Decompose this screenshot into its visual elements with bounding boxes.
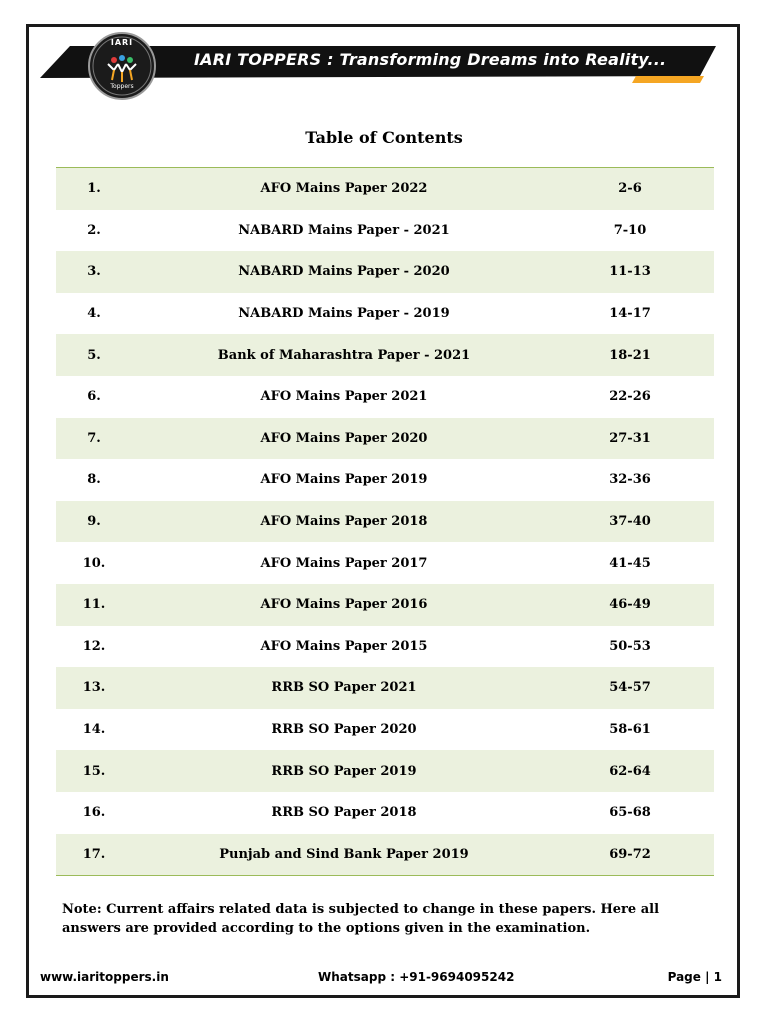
toc-pages: 62-64 [609, 763, 651, 779]
toc-pages: 58-61 [609, 722, 651, 738]
table-row[interactable] [56, 626, 714, 668]
toc-pages: 37-40 [609, 514, 651, 530]
toc-pages: 7-10 [613, 222, 647, 238]
toc-title: AFO Mains Paper 2016 [260, 597, 428, 613]
table-row[interactable] [56, 418, 714, 460]
table-row[interactable] [56, 334, 714, 376]
table-of-contents [56, 167, 714, 876]
table-row[interactable] [56, 293, 714, 335]
toc-number: 7. [87, 430, 101, 446]
header-tagline: IARI TOPPERS : Transforming Dreams into Reality... [194, 50, 667, 69]
toc-title: AFO Mains Paper 2020 [260, 430, 428, 446]
table-row[interactable] [56, 501, 714, 543]
table-row[interactable] [56, 584, 714, 626]
table-row[interactable] [56, 251, 714, 293]
toc-number: 9. [87, 514, 101, 530]
iari-toppers-logo [88, 32, 156, 100]
toc-number: 11. [82, 597, 106, 613]
toc-number: 4. [87, 306, 101, 322]
table-row[interactable] [56, 542, 714, 584]
toc-number: 8. [87, 472, 101, 488]
page-footer [40, 970, 722, 990]
toc-number: 5. [87, 347, 101, 363]
toc-title: AFO Mains Paper 2022 [260, 181, 428, 197]
toc-pages: 18-21 [609, 347, 651, 363]
toc-title: AFO Mains Paper 2017 [260, 555, 428, 571]
footer-website[interactable]: www.iaritoppers.in [40, 970, 169, 984]
toc-title: RRB SO Paper 2019 [271, 763, 417, 779]
toc-pages: 46-49 [609, 597, 651, 613]
toc-number: 1. [87, 181, 101, 197]
table-row[interactable] [56, 750, 714, 792]
table-row[interactable] [56, 168, 714, 210]
table-row[interactable] [56, 376, 714, 418]
toc-number: 2. [87, 222, 101, 238]
toc-title: Bank of Maharashtra Paper - 2021 [217, 347, 471, 363]
toc-pages: 14-17 [609, 306, 651, 322]
toc-pages: 50-53 [609, 638, 651, 654]
toc-number: 17. [82, 846, 106, 862]
toc-pages: 11-13 [609, 264, 651, 280]
toc-title: Punjab and Sind Bank Paper 2019 [219, 846, 469, 862]
toc-title: RRB SO Paper 2018 [271, 805, 417, 821]
footer-whatsapp: Whatsapp : +91-9694095242 [318, 970, 515, 984]
toc-pages: 22-26 [609, 389, 651, 405]
toc-pages: 32-36 [609, 472, 651, 488]
table-row[interactable] [56, 667, 714, 709]
footer-page-number: Page | 1 [667, 970, 722, 984]
toc-title: AFO Mains Paper 2021 [260, 389, 428, 405]
toc-number: 3. [87, 264, 101, 280]
toc-pages: 2-6 [618, 181, 642, 197]
toc-number: 13. [82, 680, 106, 696]
table-row[interactable] [56, 834, 714, 876]
table-row[interactable] [56, 709, 714, 751]
toc-number: 10. [82, 555, 106, 571]
toc-pages: 54-57 [609, 680, 651, 696]
toc-pages: 27-31 [609, 430, 651, 446]
toc-title: AFO Mains Paper 2018 [260, 514, 428, 530]
page-title: Table of Contents [305, 128, 463, 147]
table-row[interactable] [56, 792, 714, 834]
toc-pages: 69-72 [609, 846, 651, 862]
toc-pages: 41-45 [609, 555, 651, 571]
toc-number: 12. [82, 638, 106, 654]
toc-title: RRB SO Paper 2020 [271, 722, 417, 738]
toc-number: 14. [82, 722, 106, 738]
toc-number: 15. [82, 763, 106, 779]
toc-title: AFO Mains Paper 2015 [260, 638, 428, 654]
table-row[interactable] [56, 210, 714, 252]
toc-title: NABARD Mains Paper - 2021 [238, 222, 450, 238]
toc-title: AFO Mains Paper 2019 [260, 472, 428, 488]
toc-number: 16. [82, 805, 106, 821]
toc-title: RRB SO Paper 2021 [271, 680, 417, 696]
logo-text-top: IARI [110, 38, 134, 47]
toc-number: 6. [87, 389, 101, 405]
note-text: Note: Current affairs related data is subjected to change in these papers. Here all answers are provided according to the options given in the examination. [62, 902, 660, 936]
toc-title: NABARD Mains Paper - 2020 [238, 264, 450, 280]
toc-title: NABARD Mains Paper - 2019 [238, 306, 450, 322]
table-row[interactable] [56, 459, 714, 501]
toc-pages: 65-68 [609, 805, 651, 821]
logo-text-bottom: Toppers [110, 83, 134, 90]
